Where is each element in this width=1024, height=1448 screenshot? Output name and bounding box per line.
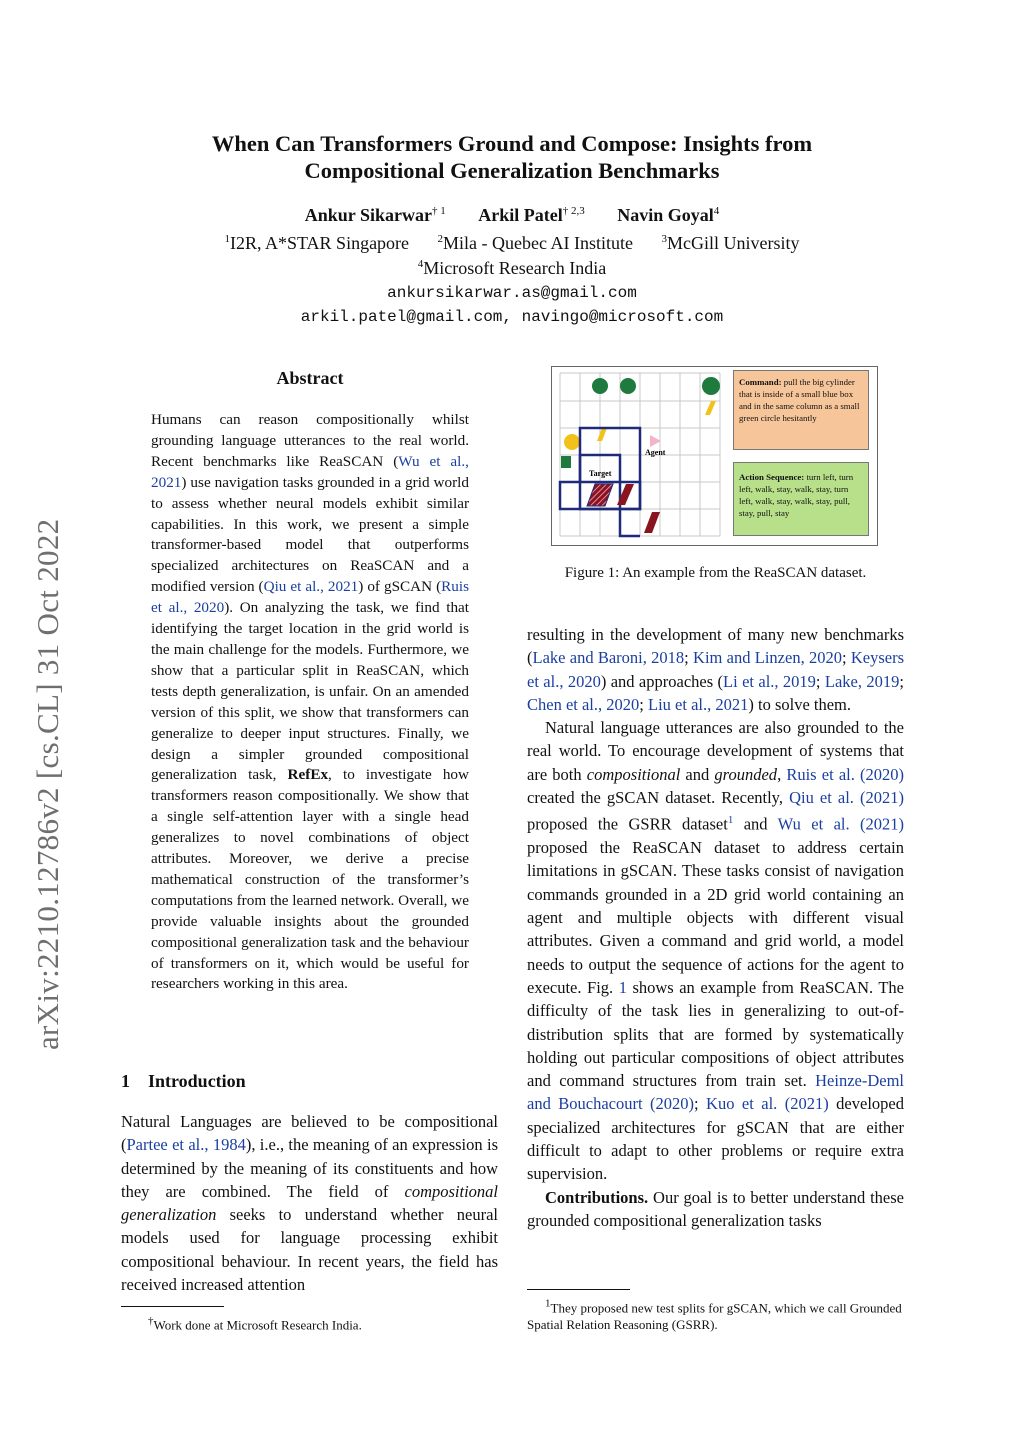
citation-link[interactable]: Wu et al., 2021: [151, 452, 469, 491]
citation-link[interactable]: Ruis et al., 2020: [151, 578, 470, 617]
target-cylinder: [587, 484, 613, 506]
affiliation: $^4$Microsoft Research India: [417, 258, 607, 278]
citation-link[interactable]: Chen et al., 2020: [527, 694, 640, 714]
footnote-right: $^1$They proposed new test splits for gSCAN, which we call Grounded Spatial Relation Reasoning (GSRR).: [527, 1298, 902, 1333]
green-circle: [620, 378, 636, 394]
yellow-cylinder: [705, 401, 716, 415]
footnote-rule: [527, 1289, 630, 1290]
paper-title: [140, 130, 884, 184]
right-column-text: resulting in the development of many new benchmarks (Lake and Baroni, 2018; Kim and Linzen, 2020; Keysers et al., 2020) and approaches (Li et al., 2019; Lake, 2019; Chen et al., 2020; Liu et al., 2021) to solve them. Natural language utterances are also grounded to the real world. To encourage development of systems that are both compositional and grounded, Ruis et al. (2020) created the gSCAN dataset. Recently, Qiu et al. (2021) proposed the GSRR dataset$^1$ and Wu et al. (2021) proposed the ReaSCAN dataset to address certain limitations in gSCAN. These tasks consist of navigation commands grounded in a 2D grid world containing an agent and multiple objects with different visual attributes. Given a command and grid world, a model needs to output the sequence of actions for the agent to execute. Fig. 1 shows an example from ReaSCAN. The difficulty of the task lies in generalizing to out-of-distribution splits that are formed by systematically holding out particular compositions of object attributes and command structures from train set. Heinze-Deml and Bouchacourt (2020); Kuo et al. (2021) developed specialized architectures for gSCAN that are either difficult to adapt to other problems or require extra supervision. Contributions. Our goal is to better understand these grounded compositional generalization tasks: [527, 625, 905, 1230]
citation-link[interactable]: Liu et al., 2021: [648, 694, 749, 714]
figure-caption: Figure 1: An example from the ReaSCAN dataset.: [564, 565, 867, 581]
arxiv-identifier: arXiv:2210.12786v2 [cs.CL] 31 Oct 2022: [30, 518, 65, 1050]
title-line-1: When Can Transformers Ground and Compose: Insights from: [211, 131, 813, 156]
email-line-1: ankursikarwar.as@gmail.com: [387, 284, 637, 302]
footnote-left: †Work done at Microsoft Research India.: [148, 1315, 362, 1333]
author: Ankur Sikarwar$^{\dagger 1}$: [304, 205, 446, 225]
title-line-2: Compositional Generalization Benchmarks: [304, 158, 720, 183]
author: Navin Goyal$^4$: [617, 205, 720, 225]
agent-arrow: [650, 435, 661, 447]
affiliations-line-2: [140, 258, 884, 279]
footnote-rule: [121, 1306, 224, 1307]
citation-link[interactable]: Lake and Baroni, 2018: [532, 648, 685, 668]
command-box: Command: pull the big cylinder that is inside of a small blue box and in the same column as a small green circle hesitantly: [733, 370, 869, 450]
citation-link[interactable]: Qiu et al., 2021: [263, 578, 359, 596]
citation-link[interactable]: Kuo et al. (2021): [706, 1094, 829, 1114]
citation-link[interactable]: Wu et al. (2021): [777, 814, 905, 834]
green-circle: [592, 378, 608, 394]
citation-link[interactable]: Qiu et al. (2021): [789, 788, 904, 808]
citation-link[interactable]: Keysers et al., 2020: [527, 648, 905, 691]
affiliation: $^1$I2R, A*STAR Singapore: [224, 233, 410, 253]
section-heading-introduction: 1 Introduction: [121, 1071, 246, 1091]
green-circle: [702, 377, 720, 395]
affiliation: $^2$Mila - Quebec AI Institute: [437, 233, 633, 253]
citation-link[interactable]: Li et al., 2019: [723, 671, 816, 691]
citation-link[interactable]: Lake, 2019: [824, 671, 900, 691]
target-label: Target: [589, 469, 612, 478]
author: Arkil Patel$^{\dagger 2,3}$: [478, 205, 585, 225]
grid-world: [555, 371, 725, 541]
citation-link[interactable]: Kim and Linzen, 2020: [693, 648, 842, 668]
green-square: [561, 456, 571, 468]
yellow-circle: [564, 434, 580, 450]
red-cylinder: [644, 512, 660, 533]
affiliations-line-1: [140, 233, 884, 254]
intro-paragraph: Natural Languages are believed to be compositional (Partee et al., 1984), i.e., the meaning of an expression is determined by the meaning of its constituents and how they are combined. The field of compositional generalization seeks to understand whether neural models used for language processing exhibit compositional behaviour. In recent years, the field has received increased attention: [121, 1112, 498, 1295]
agent-label: Agent: [645, 448, 666, 457]
email-line-2: arkil.patel@gmail.com, navingo@microsoft.com: [300, 308, 724, 326]
citation-link[interactable]: Heinze-Deml and Bouchacourt (2020): [527, 1071, 904, 1114]
yellow-cylinder: [597, 428, 607, 441]
abstract-body: Humans can reason compositionally whilst grounding language utterances to the real world. Recent benchmarks like ReaSCAN (Wu et al., 2021) use navigation tasks grounded in a grid world to assess whether neural models exhibit similar capabilities. In this work, we present a simple transformer-based model that outperforms specialized architectures on ReaSCAN and a modified version (Qiu et al., 2021) of gSCAN (Ruis et al., 2020). On analyzing the task, we find that identifying the target location in the grid world is the main challenge for the models. Furthermore, we show that a particular split in ReaSCAN, which tests depth generalization, is unfair. On an amended version of this split, we show that transformers can generalize to deeper input structures. Finally, we design a simpler grounded compositional generalization task, RefEx, to investigate how transformers reason compositionally. We show that a single self-attention layer with a single head generalizes to novel combinations of object attributes. Moreover, we derive a precise mathematical construction of the transformer’s computations from the learned network. Overall, we provide valuable insights about the grounded compositional generalization task and the behaviour of transformers on it, which would be useful for researchers working in this area.: [151, 411, 470, 993]
author-list: [140, 205, 884, 226]
figure-reference-link[interactable]: 1: [618, 977, 627, 997]
action-sequence-box: Action Sequence: turn left, turn left, walk, stay, walk, stay, turn left, walk, stay, walk, stay, pull, stay, pull, stay: [733, 462, 869, 536]
footnote-marker[interactable]: 1: [727, 814, 734, 827]
blue-box: [580, 455, 640, 536]
affiliation: $^3$McGill University: [661, 233, 800, 253]
abstract-heading: Abstract: [276, 368, 344, 388]
citation-link[interactable]: Ruis et al. (2020): [786, 764, 904, 784]
citation-link[interactable]: Partee et al., 1984: [126, 1135, 246, 1155]
